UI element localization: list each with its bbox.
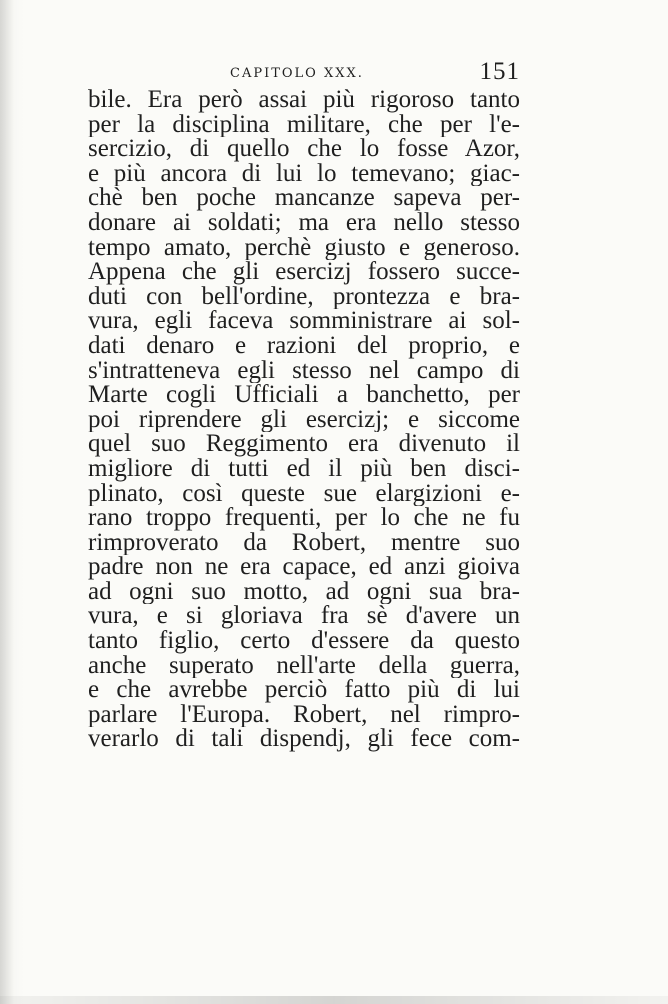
text-line: e che avrebbe perciò fatto più di lui [88,678,520,703]
text-line: vura, egli faceva somministrare ai sol- [88,309,520,334]
text-line: poi riprendere gli esercizj; e siccome [88,407,520,433]
text-line: bile. Era però assai più rigoroso tanto [88,88,520,113]
page-bottom-edge [0,996,668,1004]
text-line: migliore di tutti ed il più ben disci- [88,456,520,482]
text-line: sercizio, di quello che lo fosse Azor, [88,137,520,162]
text-line: donare ai soldati; ma era nello stesso [88,210,520,236]
text-line: vura, e si gloriava fra sè d'avere un [88,604,520,630]
running-head: CAPITOLO XXX. [230,66,364,81]
text-line: e più ancora di lui lo temevano; giac- [88,161,520,187]
text-line: Marte cogli Ufficiali a banchetto, per [88,383,520,408]
text-line: quel suo Reggimento era divenuto il [88,432,520,457]
text-line: tempo amato, perchè giusto e generoso. [88,235,520,261]
text-line: padre non ne era capace, ed anzi gioiva [88,555,520,580]
text-line: verarlo di tali dispendj, gli fece com- [88,727,520,753]
text-line: s'intratteneva egli stesso nel campo di [88,358,520,384]
text-line: anche superato nell'arte della guerra, [88,653,520,679]
body-text [88,88,520,752]
page-gutter-shadow [0,0,14,1004]
text-line: duti con bell'ordine, prontezza e bra- [88,284,520,310]
page-header [88,58,520,92]
text-line: rano troppo frequenti, per lo che ne fu [88,506,520,531]
text-line: per la disciplina militare, che per l'e- [88,112,520,138]
text-line: tanto figlio, certo d'essere da questo [88,629,520,654]
text-line: parlare l'Europa. Robert, nel rimpro- [88,702,520,728]
page-number: 151 [479,58,520,85]
text-line: ad ogni suo motto, ad ogni sua bra- [88,579,520,605]
text-line: chè ben poche mancanze sapeva per- [88,186,520,211]
text-line: Appena che gli esercizj fossero succe- [88,260,520,285]
text-line: plinato, così queste sue elargizioni e- [88,481,520,507]
text-line: rimproverato da Robert, mentre suo [88,530,520,556]
text-line: dati denaro e razioni del proprio, e [88,333,520,359]
